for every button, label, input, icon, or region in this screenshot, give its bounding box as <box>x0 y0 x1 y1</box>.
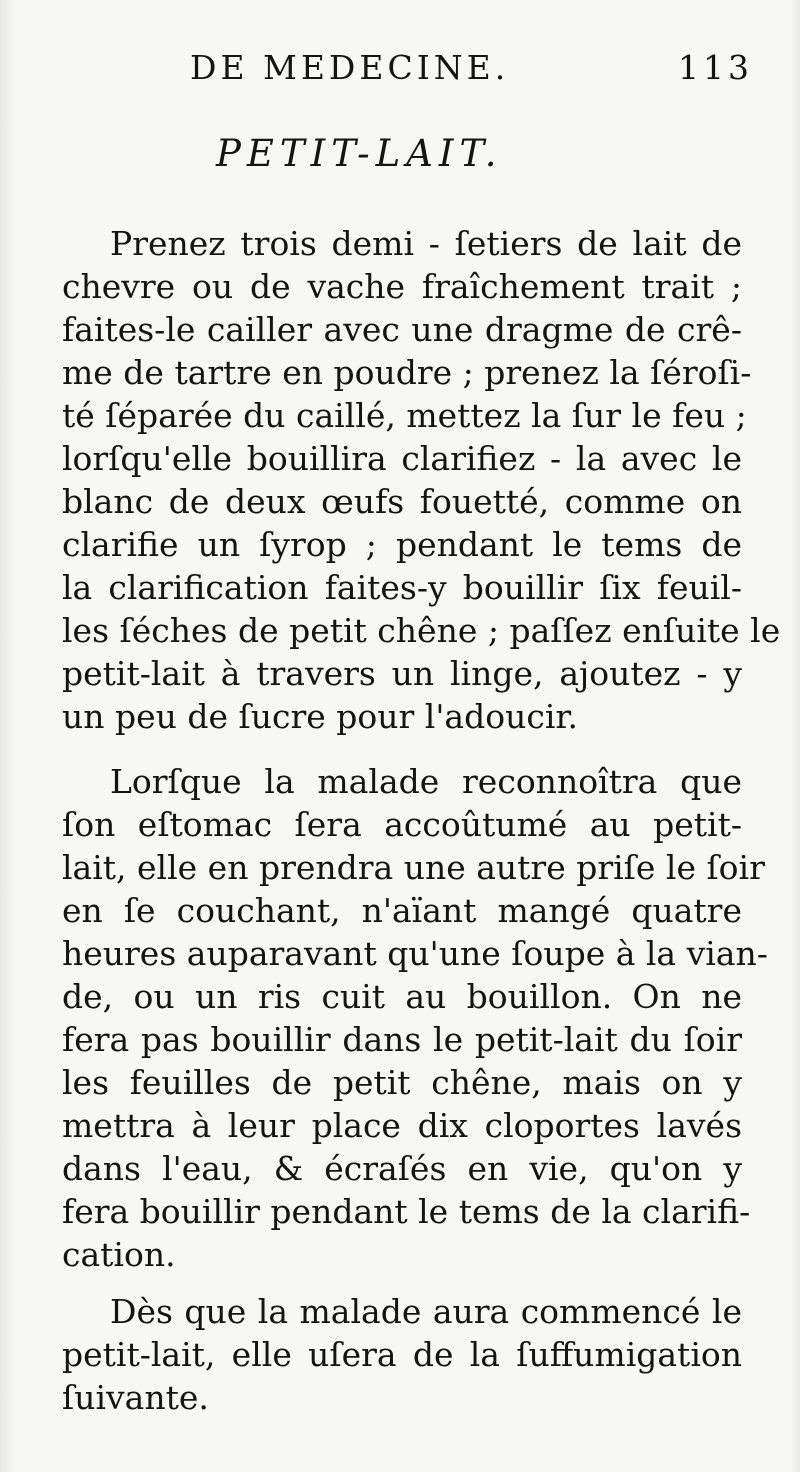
page-number: 113 <box>678 48 753 87</box>
text-line: té ſéparée du caillé, mettez la ſur le feu ; <box>62 396 747 435</box>
text-line: Lorſque la malade reconnoîtra que <box>110 762 742 801</box>
text-line: les ſéches de petit chêne ; paſſez enſuite le <box>62 611 781 650</box>
text-line: la clarification faites-y bouillir ſix feuil- <box>62 568 742 607</box>
paragraph-fumigation <box>62 1290 742 1419</box>
text-line: dans l'eau, & écraſés en vie, qu'on y <box>62 1149 742 1188</box>
paragraph-evening-dose <box>62 760 768 1276</box>
text-line: Dès que la malade aura commencé le <box>110 1292 742 1331</box>
text-line: mettra à leur place dix cloportes lavés <box>62 1106 742 1145</box>
text-line: Prenez trois demi - ſetiers de lait de <box>110 224 742 263</box>
text-line: cation. <box>62 1235 176 1274</box>
text-line: en ſe couchant, n'aïant mangé quatre <box>62 891 742 930</box>
text-line: lait, elle en prendra une autre priſe le ſoir <box>62 848 765 887</box>
scan-shadow-right <box>790 0 800 1472</box>
text-line: blanc de deux œufs fouetté, comme on <box>62 482 742 521</box>
running-title: DE MEDECINE. <box>190 48 510 87</box>
text-line: ſon eſtomac ſera accoûtumé au petit- <box>62 805 742 844</box>
text-line: fera bouillir pendant le tems de la clarifi- <box>62 1192 751 1231</box>
text-line: chevre ou de vache fraîchement trait ; <box>62 267 742 306</box>
text-line: lorſqu'elle bouillira clarifiez - la avec le <box>62 439 742 478</box>
text-line: clarifie un ſyrop ; pendant le tems de <box>62 525 742 564</box>
text-line: les feuilles de petit chêne, mais on y <box>62 1063 742 1102</box>
text-line: un peu de ſucre pour l'adoucir. <box>62 697 579 736</box>
text-line: faites-le cailler avec une dragme de crê- <box>62 310 742 349</box>
text-line: petit-lait à travers un linge, ajoutez - y <box>62 654 742 693</box>
paragraph-recipe <box>62 222 781 738</box>
text-line: de, ou un ris cuit au bouillon. On ne <box>62 977 742 1016</box>
text-line: ſuivante. <box>62 1378 209 1417</box>
text-line: heures auparavant qu'une ſoupe à la vian- <box>62 934 768 973</box>
scan-shadow-left <box>0 0 14 1472</box>
text-line: petit-lait, elle uſera de la ſuffumigation <box>62 1335 742 1374</box>
text-line: fera pas bouillir dans le petit-lait du ſoir <box>62 1020 742 1059</box>
section-title: PETIT-LAIT. <box>216 132 503 175</box>
text-line: me de tartre en poudre ; prenez la ſéroſi- <box>62 353 752 392</box>
